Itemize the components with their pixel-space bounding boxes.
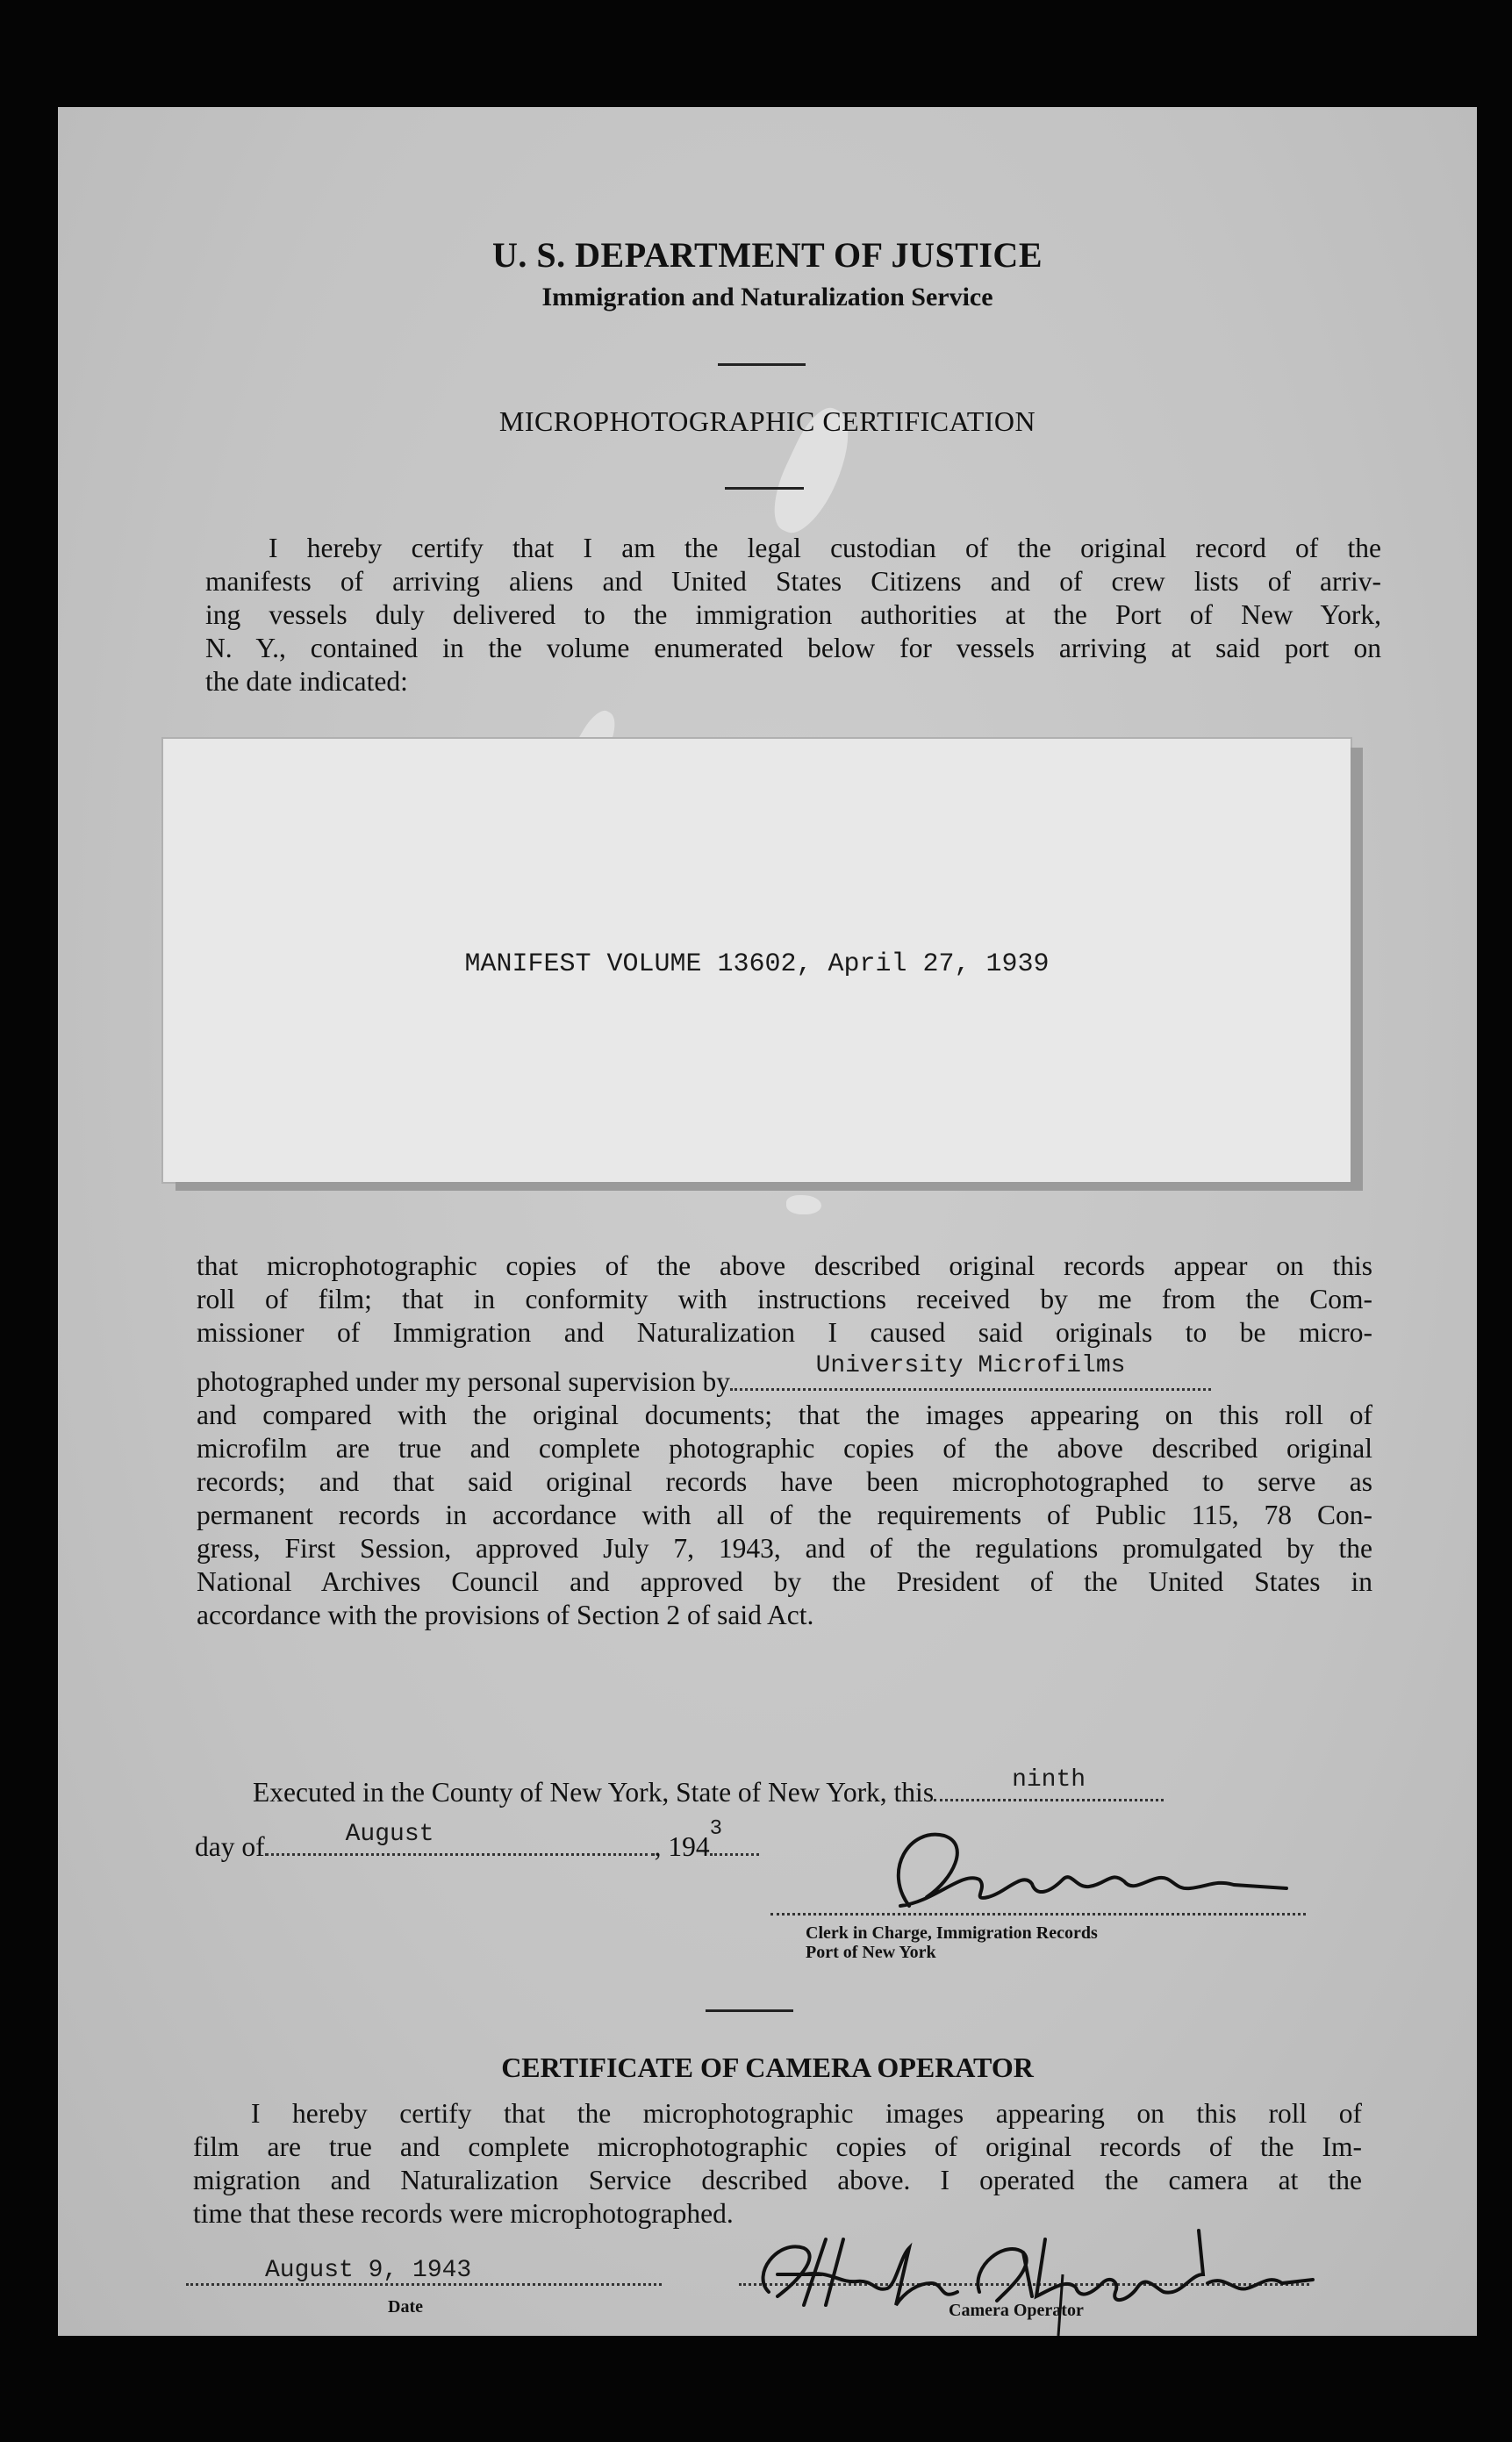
day-of-text: day of	[195, 1831, 265, 1862]
service-subheading: Immigration and Naturalization Service	[541, 283, 993, 312]
body-line: microfilm are true and complete photographic copies of the above described original	[197, 1433, 1372, 1464]
camera-paragraph	[193, 2097, 1362, 2231]
year-prefix: , 194	[654, 1831, 710, 1862]
certificate-sheet	[58, 107, 1477, 2336]
divider	[706, 2009, 793, 2012]
clerk-signature	[848, 1818, 1304, 1923]
body-line: permanent records in accordance with all of the requirements of Public 115, 78 Con-	[197, 1500, 1372, 1530]
department-heading: U. S. DEPARTMENT OF JUSTICE	[492, 235, 1043, 275]
date-label: Date	[388, 2297, 423, 2317]
intro-paragraph	[205, 532, 1381, 698]
manifest-volume-text: MANIFEST VOLUME 13602, April 27, 1939	[464, 949, 1050, 979]
executed-line	[253, 1766, 1164, 1808]
day-value: ninth	[1012, 1766, 1086, 1794]
certification-title: MICROPHOTOGRAPHIC CERTIFICATION	[498, 405, 1036, 437]
year-value: 3	[709, 1817, 723, 1841]
executed-text: Executed in the County of New York, State of New York, this	[253, 1777, 935, 1808]
year-field	[709, 1817, 759, 1856]
paper-damage	[786, 1195, 821, 1214]
body-line: and compared with the original documents; that the images appearing on this roll of	[197, 1400, 1372, 1430]
intro-line: the date indicated:	[205, 666, 408, 697]
divider	[725, 487, 804, 490]
clerk-title-line: Clerk in Charge, Immigration Records	[806, 1923, 1098, 1943]
body-line: records; and that said original records have been microphotographed to serve as	[197, 1466, 1372, 1497]
supervisor-field	[730, 1352, 1211, 1391]
manifest-label	[163, 739, 1351, 1182]
clerk-port-line: Port of New York	[806, 1943, 936, 1962]
body-line: missioner of Immigration and Naturalization I caused said originals to be micro-	[197, 1317, 1372, 1348]
intro-line: manifests of arriving aliens and United States Citizens and of crew lists of arriv-	[205, 566, 1381, 597]
intro-line: ing vessels duly delivered to the immigration authorities at the Port of New York,	[205, 599, 1381, 630]
supervisor-value: University Microfilms	[815, 1352, 1126, 1379]
body-paragraph	[197, 1250, 1372, 1632]
body-line: roll of film; that in conformity with instructions received by me from the Com-	[197, 1284, 1372, 1314]
day-field	[934, 1766, 1164, 1801]
camera-operator-title: CERTIFICATE OF CAMERA OPERATOR	[501, 2052, 1034, 2083]
body-line: accordance with the provisions of Section 2 of said Act.	[197, 1600, 814, 1630]
body-line: photographed under my personal supervision by	[197, 1366, 731, 1397]
body-line: that microphotographic copies of the above described original records appear on this	[197, 1250, 1372, 1281]
body-line: gress, First Session, approved July 7, 1943, and of the regulations promulgated by the	[197, 1533, 1372, 1564]
intro-line: N. Y., contained in the volume enumerated below for vessels arriving at said port on	[205, 633, 1381, 663]
divider	[718, 363, 806, 366]
supervisor-line	[197, 1352, 1372, 1399]
date-of-line	[195, 1817, 759, 1863]
intro-line: I hereby certify that I am the legal custodian of the original record of the	[269, 533, 1381, 563]
camera-date-value: August 9, 1943	[265, 2257, 472, 2284]
month-field	[265, 1821, 655, 1856]
camera-line: film are true and complete microphotographic copies of original records of the Im-	[193, 2131, 1362, 2162]
body-line: National Archives Council and approved by the President of the United States in	[197, 1566, 1372, 1597]
camera-operator-label: Camera Operator	[949, 2301, 1084, 2320]
camera-line: migration and Naturalization Service described above. I operated the camera at the	[193, 2165, 1362, 2195]
camera-line: time that these records were microphotographed.	[193, 2198, 734, 2229]
month-value: August	[345, 1821, 434, 1848]
camera-line: I hereby certify that the microphotographic images appearing on this roll of	[251, 2098, 1362, 2129]
clerk-title	[806, 1923, 1098, 1962]
